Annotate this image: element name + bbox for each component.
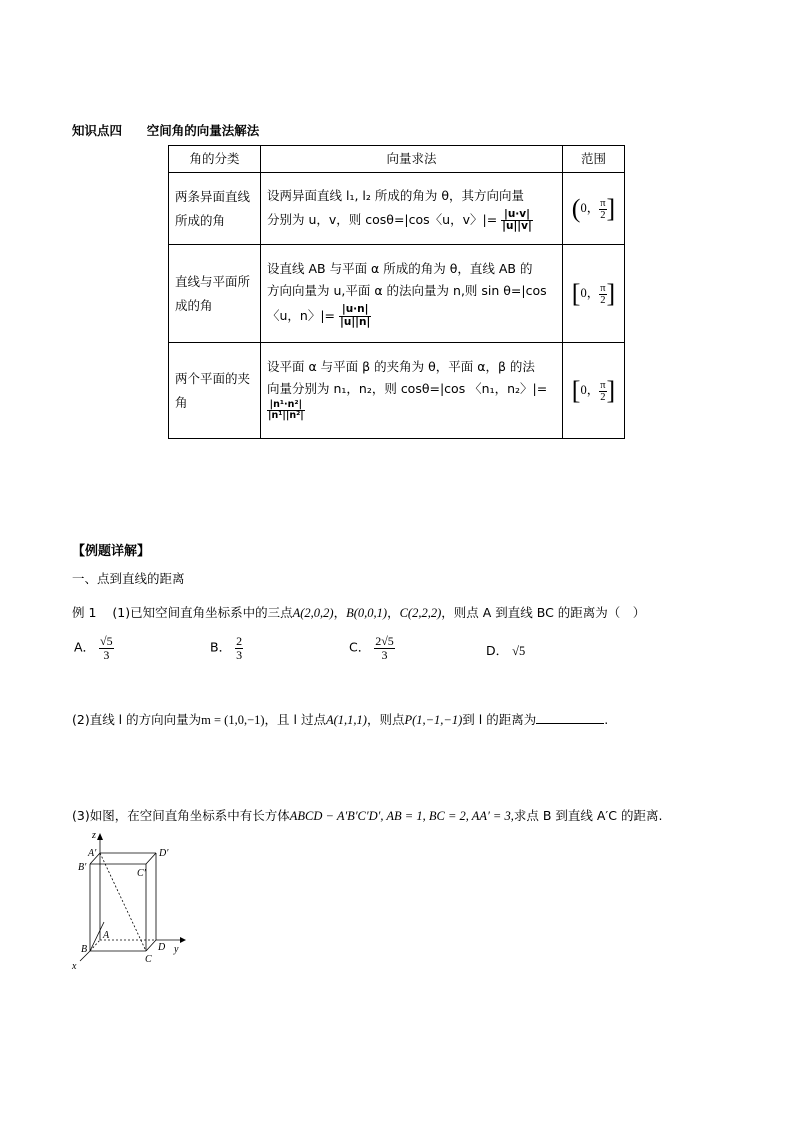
method-line: 向量分别为 n₁，n₂，则 cosθ=|cos 〈n₁，n₂〉|= bbox=[267, 381, 548, 397]
table-row bbox=[169, 173, 625, 245]
question-text: ，则点 bbox=[366, 712, 405, 727]
question-text: (1)已知空间直角坐标系中的三点 bbox=[112, 605, 293, 620]
category-cell bbox=[169, 173, 261, 245]
option-letter: B． bbox=[210, 639, 232, 655]
range-cell bbox=[563, 173, 625, 245]
method-line: 设直线 AB 与平面 α 所成的角为 θ，直线 AB 的 bbox=[267, 260, 533, 276]
fraction-denominator: |u||v| bbox=[502, 220, 532, 233]
label-x: x bbox=[72, 961, 77, 970]
table-header-row bbox=[169, 146, 625, 173]
angle-table bbox=[168, 145, 625, 439]
method-line: 方向向量为 u,平面 α 的法向量为 n,则 sin θ=|cos bbox=[267, 282, 547, 298]
fraction-denominator: 3 bbox=[236, 647, 243, 662]
range-bracket: ] bbox=[606, 194, 616, 224]
examples-heading: 【例题详解】 bbox=[72, 544, 151, 559]
fraction-numerator: 2 bbox=[236, 634, 243, 648]
fraction bbox=[339, 304, 371, 327]
label-d1: D′ bbox=[159, 848, 169, 859]
range-bracket: [ bbox=[571, 376, 581, 406]
method-line-formula bbox=[267, 208, 562, 232]
edge-cd bbox=[146, 940, 156, 951]
label-a: A bbox=[103, 930, 110, 941]
method-line-formula bbox=[267, 400, 562, 425]
examples-subheading: 一、点到直线的距离 bbox=[72, 571, 185, 586]
option-a[interactable] bbox=[74, 635, 114, 661]
range-bracket: ] bbox=[606, 376, 616, 406]
range-bracket: [ bbox=[571, 279, 581, 309]
range-bracket: ] bbox=[606, 279, 616, 309]
category-text: 两个平面的夹角 bbox=[175, 370, 251, 410]
header-method: 向量求法 bbox=[261, 146, 563, 173]
range-value: 0， bbox=[580, 382, 600, 397]
option-b[interactable] bbox=[210, 635, 243, 661]
option-letter: D． bbox=[486, 643, 509, 658]
range-fraction bbox=[599, 380, 606, 403]
answer-blank[interactable] bbox=[536, 711, 604, 724]
y-arrow bbox=[180, 937, 186, 943]
method-line: 设两异面直线 l₁, l₂ 所成的角为 θ，其方向向量 bbox=[267, 188, 524, 204]
fraction bbox=[235, 635, 243, 661]
range-value: 0， bbox=[580, 200, 600, 215]
option-c[interactable] bbox=[349, 635, 395, 661]
section-label: 知识点四 bbox=[72, 123, 123, 138]
point-a: A(1,1,1) bbox=[325, 713, 367, 727]
box-figure bbox=[68, 828, 198, 970]
label-b: B bbox=[81, 944, 88, 955]
question-end: . bbox=[604, 712, 609, 727]
fraction-denominator: 3 bbox=[103, 647, 110, 662]
point-b: B(0,0,1) bbox=[346, 606, 388, 620]
fraction-numerator: π bbox=[600, 282, 606, 294]
label-z: z bbox=[92, 830, 96, 841]
method-line-formula bbox=[267, 302, 562, 330]
option-value: √5 bbox=[512, 644, 526, 658]
label-a1: A′ bbox=[88, 848, 97, 859]
range-value: 0， bbox=[580, 285, 600, 300]
range-cell bbox=[563, 343, 625, 439]
question-3 bbox=[72, 806, 662, 824]
fraction-numerator: |n¹·n²| bbox=[267, 400, 305, 411]
perpendicular-line bbox=[90, 922, 104, 951]
label-y: y bbox=[174, 944, 179, 955]
direction-vector: m = (1,0,−1) bbox=[201, 713, 265, 727]
option-letter: A． bbox=[74, 639, 96, 655]
question-text: ，且 l 过点 bbox=[264, 712, 326, 727]
fraction-numerator: π bbox=[600, 197, 606, 209]
label-c1: C′ bbox=[137, 868, 146, 879]
fraction bbox=[99, 635, 114, 661]
method-line: 设平面 α 与平面 β 的夹角为 θ，平面 α，β 的法 bbox=[267, 359, 535, 375]
question-text: 求点 B 到直线 A′C 的距离. bbox=[513, 808, 663, 823]
range-fraction bbox=[599, 198, 606, 221]
fraction-denominator: 2 bbox=[600, 391, 606, 403]
table-row bbox=[169, 343, 625, 439]
fraction-numerator: √5 bbox=[100, 634, 113, 648]
header-category: 角的分类 bbox=[169, 146, 261, 173]
question-1: 例 1 (1)已知空间直角坐标系中的三点A(2,0,2)，B(0,0,1)，C(2,2,2)，则点 A 到直线 BC 的距离为（ ） bbox=[72, 605, 646, 620]
category-text: 两条异面直线所成的角 bbox=[175, 188, 251, 228]
box-definition: ABCD − A′B′C′D′, AB = 1, BC = 2, AA′ = 3, bbox=[289, 809, 514, 823]
point-p: P(1,−1,−1) bbox=[404, 713, 463, 727]
fraction-denominator: |u||n| bbox=[340, 315, 371, 328]
category-text: 直线与平面所成的角 bbox=[175, 273, 251, 313]
question-text: (2)直线 l 的方向向量为 bbox=[72, 712, 202, 727]
z-arrow bbox=[97, 833, 103, 840]
question-text: 到 l 的距离为 bbox=[462, 712, 537, 727]
method-cell bbox=[261, 343, 563, 439]
range-bracket: ( bbox=[571, 194, 581, 224]
fraction-denominator: 2 bbox=[600, 294, 606, 306]
category-cell bbox=[169, 343, 261, 439]
option-letter: C． bbox=[349, 639, 371, 655]
label-d: D bbox=[158, 942, 166, 953]
section-title bbox=[72, 121, 259, 139]
label-b1: B′ bbox=[78, 862, 87, 873]
method-cell bbox=[261, 173, 563, 245]
fraction-denominator: 3 bbox=[381, 647, 388, 662]
fraction-numerator: |u·n| bbox=[339, 304, 371, 316]
question-2 bbox=[72, 710, 608, 728]
method-line: 〈u，n〉|= bbox=[267, 307, 336, 323]
fraction bbox=[374, 635, 395, 661]
question-text: (3)如图，在空间直角坐标系中有长方体 bbox=[72, 808, 290, 823]
fraction-denominator: 2 bbox=[600, 209, 606, 221]
category-cell bbox=[169, 245, 261, 343]
edge-ba bbox=[90, 940, 100, 951]
option-d[interactable] bbox=[486, 641, 525, 659]
edge-c1d1 bbox=[146, 853, 156, 864]
range-fraction bbox=[599, 283, 606, 306]
fraction-numerator: π bbox=[600, 379, 606, 391]
question-text: ，则点 A 到直线 BC 的距离为（ ） bbox=[441, 605, 646, 620]
fraction-numerator: |u·v| bbox=[501, 209, 533, 221]
range-cell bbox=[563, 245, 625, 343]
method-cell bbox=[261, 245, 563, 343]
method-line: 分别为 u，v，则 cosθ=|cos〈u，v〉|= bbox=[267, 212, 498, 228]
question-label: 例 1 bbox=[72, 605, 97, 620]
fraction-denominator: |n¹||n²| bbox=[268, 410, 304, 421]
fraction-numerator: 2√5 bbox=[375, 634, 394, 648]
point-c: C(2,2,2) bbox=[399, 606, 442, 620]
header-range: 范围 bbox=[563, 146, 625, 173]
table-row bbox=[169, 245, 625, 343]
section-heading: 空间角的向量法解法 bbox=[146, 123, 260, 138]
fraction bbox=[501, 209, 533, 232]
fraction bbox=[267, 400, 305, 421]
label-c: C bbox=[145, 954, 152, 965]
point-a: A(2,0,2) bbox=[292, 606, 334, 620]
